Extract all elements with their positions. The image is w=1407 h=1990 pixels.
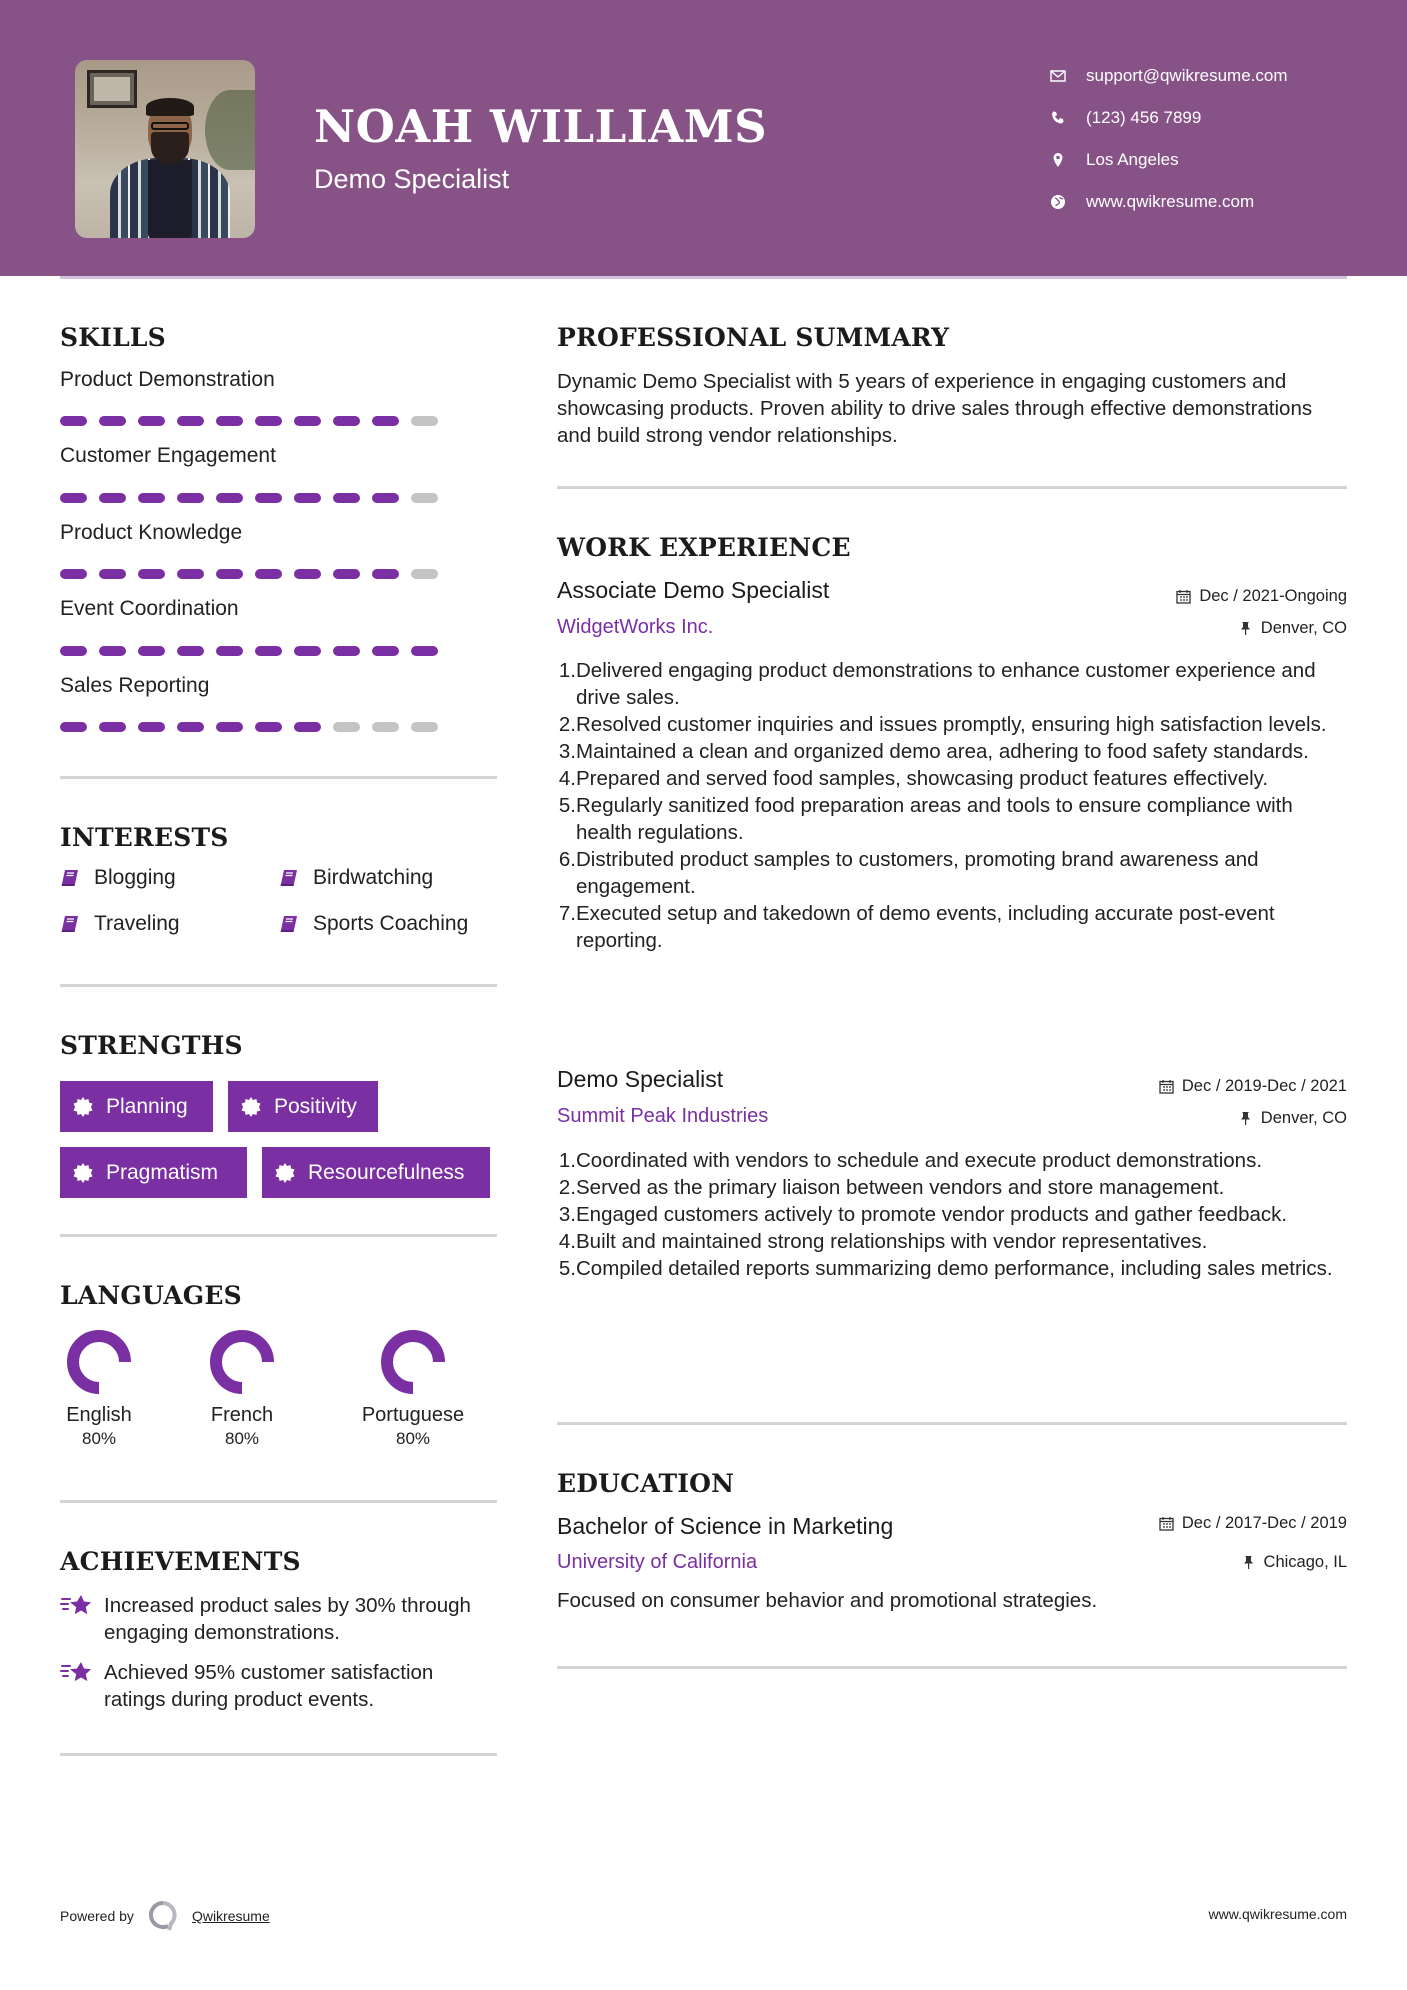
header-accent-line	[60, 276, 1347, 279]
skill-pill-filled	[333, 416, 360, 426]
skill-pill-filled	[216, 493, 243, 503]
achievement-item	[60, 1592, 500, 1646]
skill-pill-filled	[294, 722, 321, 732]
skill-rating-bar	[60, 416, 438, 426]
skills-heading: SKILLS	[60, 323, 166, 352]
qwikresume-logo-icon	[148, 1900, 178, 1932]
section-divider	[557, 486, 1347, 489]
job-company: WidgetWorks Inc.	[557, 616, 714, 638]
photo-wall-frame	[87, 70, 137, 108]
skill-pill-filled	[177, 722, 204, 732]
skill-pill-filled	[255, 722, 282, 732]
job-dates-text: Dec / 2021-Ongoing	[1199, 587, 1347, 605]
strength-label: Resourcefulness	[308, 1160, 465, 1184]
job-dates-text: Dec / 2019-Dec / 2021	[1181, 1077, 1347, 1095]
skill-rating-bar	[60, 722, 438, 732]
section-divider	[557, 1422, 1347, 1425]
resume-header	[0, 0, 1407, 276]
skill-rating-bar	[60, 493, 438, 503]
photo-hair	[146, 98, 194, 116]
responsibility-item: 3. Engaged customers actively to promote vendor products and gather feedback.	[558, 1203, 1288, 1226]
skill-pill-filled	[372, 493, 399, 503]
interest-item	[60, 912, 180, 936]
skill-pill-filled	[177, 569, 204, 579]
skill-pill-filled	[138, 646, 165, 656]
skill-pill-filled	[60, 493, 87, 503]
interest-label: Blogging	[94, 866, 176, 889]
powered-by-label: Powered by	[60, 1908, 134, 1924]
strength-badge	[60, 1081, 213, 1132]
section-divider	[557, 1666, 1347, 1669]
school-name: University of California	[557, 1551, 758, 1573]
badge-icon	[72, 1096, 94, 1118]
job-location	[1238, 619, 1347, 638]
skill-pill-filled	[138, 722, 165, 732]
book-icon	[60, 914, 80, 934]
skill-rating-bar	[60, 569, 438, 579]
skill-pill-filled	[216, 569, 243, 579]
language-percent: 80%	[224, 1429, 260, 1448]
section-divider	[60, 1753, 497, 1756]
skill-pill-filled	[177, 416, 204, 426]
strength-label: Positivity	[274, 1094, 357, 1118]
strengths-heading: STRENGTHS	[60, 1031, 243, 1060]
strength-badge	[262, 1147, 490, 1198]
language-progress-ring	[210, 1330, 274, 1394]
skill-pill-filled	[216, 646, 243, 656]
qwikresume-link[interactable]: Qwikresume	[191, 1908, 270, 1924]
language-percent: 80%	[81, 1429, 117, 1448]
skill-rating-bar	[60, 646, 438, 656]
education-dates	[1159, 1514, 1347, 1533]
language-percent: 80%	[395, 1429, 431, 1448]
interest-item	[279, 866, 433, 890]
skill-pill-filled	[372, 416, 399, 426]
skill-pill-filled	[216, 722, 243, 732]
language-item	[350, 1330, 476, 1449]
skill-pill-filled	[372, 646, 399, 656]
interest-item	[60, 866, 176, 890]
skill-label: Sales Reporting	[60, 674, 210, 697]
skill-label: Customer Engagement	[60, 444, 276, 467]
skill-pill-filled	[255, 493, 282, 503]
calendar-icon	[1176, 589, 1191, 604]
language-name: Portuguese	[361, 1404, 465, 1426]
contact-location-text: Los Angeles	[1086, 150, 1179, 169]
section-divider	[60, 1234, 497, 1237]
achievement-text: Increased product sales by 30% through engaging demonstrations.	[104, 1594, 471, 1644]
pushpin-icon	[1238, 1111, 1253, 1126]
phone-icon	[1050, 110, 1086, 126]
candidate-title: Demo Specialist	[314, 164, 510, 194]
shooting-star-icon	[60, 1592, 94, 1620]
interest-label: Traveling	[94, 912, 180, 935]
photo-glasses	[151, 122, 189, 130]
skill-pill-empty	[411, 416, 438, 426]
achievement-item	[60, 1659, 500, 1713]
responsibility-item: 2. Served as the primary liaison between vendors and store management.	[558, 1176, 1225, 1199]
responsibility-item: 5. Regularly sanitized food preparation areas and tools to ensure compliance with health regulations.	[558, 794, 1293, 844]
skill-pill-filled	[99, 416, 126, 426]
shooting-star-icon	[60, 1659, 94, 1687]
skill-pill-filled	[177, 646, 204, 656]
book-icon	[279, 868, 299, 888]
job-location-text: Denver, CO	[1260, 1109, 1347, 1127]
calendar-icon	[1159, 1079, 1174, 1094]
skill-label: Product Demonstration	[60, 368, 275, 391]
badge-icon	[72, 1162, 94, 1184]
contact-website[interactable]	[1050, 181, 1288, 223]
skill-pill-filled	[138, 569, 165, 579]
section-divider	[60, 776, 497, 779]
envelope-icon	[1050, 68, 1086, 84]
photo-plant	[205, 90, 255, 170]
footer-powered-by	[60, 1900, 270, 1932]
book-icon	[60, 868, 80, 888]
strength-badge	[228, 1081, 378, 1132]
achievement-text: Achieved 95% customer satisfaction ratings during product events.	[104, 1661, 434, 1711]
calendar-icon	[1159, 1516, 1174, 1531]
skill-pill-filled	[411, 646, 438, 656]
responsibility-item: 1. Coordinated with vendors to schedule and execute product demonstrations.	[558, 1149, 1263, 1172]
skill-pill-filled	[333, 569, 360, 579]
job-company: Summit Peak Industries	[557, 1105, 769, 1127]
skill-pill-filled	[333, 493, 360, 503]
contact-email[interactable]	[1050, 55, 1288, 97]
section-divider	[60, 984, 497, 987]
degree-title: Bachelor of Science in Marketing	[557, 1513, 894, 1539]
skill-pill-filled	[255, 646, 282, 656]
skill-pill-filled	[99, 722, 126, 732]
skill-pill-filled	[99, 493, 126, 503]
skill-pill-filled	[99, 646, 126, 656]
job-responsibilities	[557, 1147, 1347, 1282]
interest-item	[279, 912, 468, 936]
footer-website[interactable]: www.qwikresume.com	[1208, 1906, 1347, 1922]
contact-phone[interactable]	[1050, 97, 1288, 139]
language-name: English	[66, 1404, 132, 1426]
responsibility-item: 4. Built and maintained strong relationships with vendor representatives.	[558, 1230, 1208, 1253]
profile-photo	[75, 60, 255, 238]
badge-icon	[240, 1096, 262, 1118]
skill-pill-filled	[255, 416, 282, 426]
contact-website-text: www.qwikresume.com	[1086, 192, 1255, 211]
skill-pill-filled	[294, 646, 321, 656]
language-item	[198, 1330, 286, 1449]
skill-pill-filled	[333, 646, 360, 656]
pushpin-icon	[1241, 1555, 1256, 1570]
job-dates	[1159, 1077, 1347, 1096]
education-location	[1241, 1553, 1347, 1572]
interests-heading: INTERESTS	[60, 823, 229, 852]
responsibility-item: 1. Delivered engaging product demonstrations to enhance customer experience and drive sales.	[558, 659, 1316, 709]
skill-pill-filled	[99, 569, 126, 579]
responsibility-item: 6. Distributed product samples to customers, promoting brand awareness and engagement.	[558, 848, 1259, 898]
language-progress-ring	[381, 1330, 445, 1394]
strength-badge	[60, 1147, 247, 1198]
skill-pill-filled	[60, 416, 87, 426]
experience-heading: WORK EXPERIENCE	[557, 533, 851, 562]
contact-email-text: support@qwikresume.com	[1086, 66, 1288, 85]
summary-text: Dynamic Demo Specialist with 5 years of experience in engaging customers and showcasing products. Proven ability to drive sales through effective demonstrations and build strong vendor relationships.	[557, 370, 1313, 447]
skill-pill-empty	[372, 722, 399, 732]
map-marker-icon	[1050, 152, 1086, 168]
skill-pill-filled	[60, 569, 87, 579]
responsibility-item: 3. Maintained a clean and organized demo area, adhering to food safety standards.	[558, 740, 1309, 763]
badge-icon	[274, 1162, 296, 1184]
job-location	[1238, 1109, 1347, 1128]
skill-pill-filled	[60, 722, 87, 732]
skill-pill-filled	[60, 646, 87, 656]
strength-label: Pragmatism	[106, 1160, 219, 1184]
skill-pill-filled	[216, 416, 243, 426]
responsibility-item: 4. Prepared and served food samples, showcasing product features effectively.	[558, 767, 1269, 790]
contact-location	[1050, 139, 1288, 181]
achievements-heading: ACHIEVEMENTS	[60, 1547, 301, 1576]
photo-tshirt	[148, 160, 192, 238]
skill-label: Product Knowledge	[60, 521, 243, 544]
job-title: Demo Specialist	[557, 1066, 724, 1092]
skill-pill-empty	[411, 722, 438, 732]
book-icon	[279, 914, 299, 934]
skill-pill-empty	[333, 722, 360, 732]
skill-pill-empty	[411, 493, 438, 503]
section-divider	[60, 1500, 497, 1503]
language-progress-ring	[67, 1330, 131, 1394]
education-dates-text: Dec / 2017-Dec / 2019	[1181, 1514, 1347, 1532]
summary-heading: PROFESSIONAL SUMMARY	[557, 323, 950, 352]
responsibility-item: 7. Executed setup and takedown of demo events, including accurate post-event reporting.	[558, 902, 1275, 952]
skill-pill-filled	[255, 569, 282, 579]
skill-pill-filled	[294, 493, 321, 503]
language-item	[55, 1330, 143, 1449]
education-description: Focused on consumer behavior and promotional strategies.	[557, 1589, 1098, 1612]
skill-pill-filled	[138, 416, 165, 426]
skill-pill-filled	[177, 493, 204, 503]
languages-heading: LANGUAGES	[60, 1281, 242, 1310]
interest-label: Birdwatching	[313, 866, 434, 889]
job-title: Associate Demo Specialist	[557, 577, 830, 603]
skill-pill-filled	[372, 569, 399, 579]
contact-phone-text: (123) 456 7899	[1086, 108, 1202, 127]
skill-label: Event Coordination	[60, 597, 239, 620]
skill-pill-filled	[294, 569, 321, 579]
skill-pill-filled	[138, 493, 165, 503]
job-dates	[1176, 587, 1347, 606]
job-location-text: Denver, CO	[1260, 619, 1347, 637]
candidate-name: NOAH WILLIAMS	[314, 100, 768, 153]
education-heading: EDUCATION	[557, 1469, 735, 1498]
language-name: French	[210, 1404, 274, 1426]
globe-icon	[1050, 194, 1086, 210]
photo-beard	[151, 132, 189, 164]
responsibility-item: 5. Compiled detailed reports summarizing demo performance, including sales metrics.	[558, 1257, 1333, 1280]
pushpin-icon	[1238, 621, 1253, 636]
skill-pill-empty	[411, 569, 438, 579]
job-responsibilities	[557, 657, 1347, 954]
education-location-text: Chicago, IL	[1263, 1553, 1347, 1571]
interest-label: Sports Coaching	[313, 912, 469, 935]
skill-pill-filled	[294, 416, 321, 426]
strength-label: Planning	[106, 1094, 188, 1118]
contact-list	[1050, 55, 1288, 223]
responsibility-item: 2. Resolved customer inquiries and issues promptly, ensuring high satisfaction levels.	[558, 713, 1327, 736]
